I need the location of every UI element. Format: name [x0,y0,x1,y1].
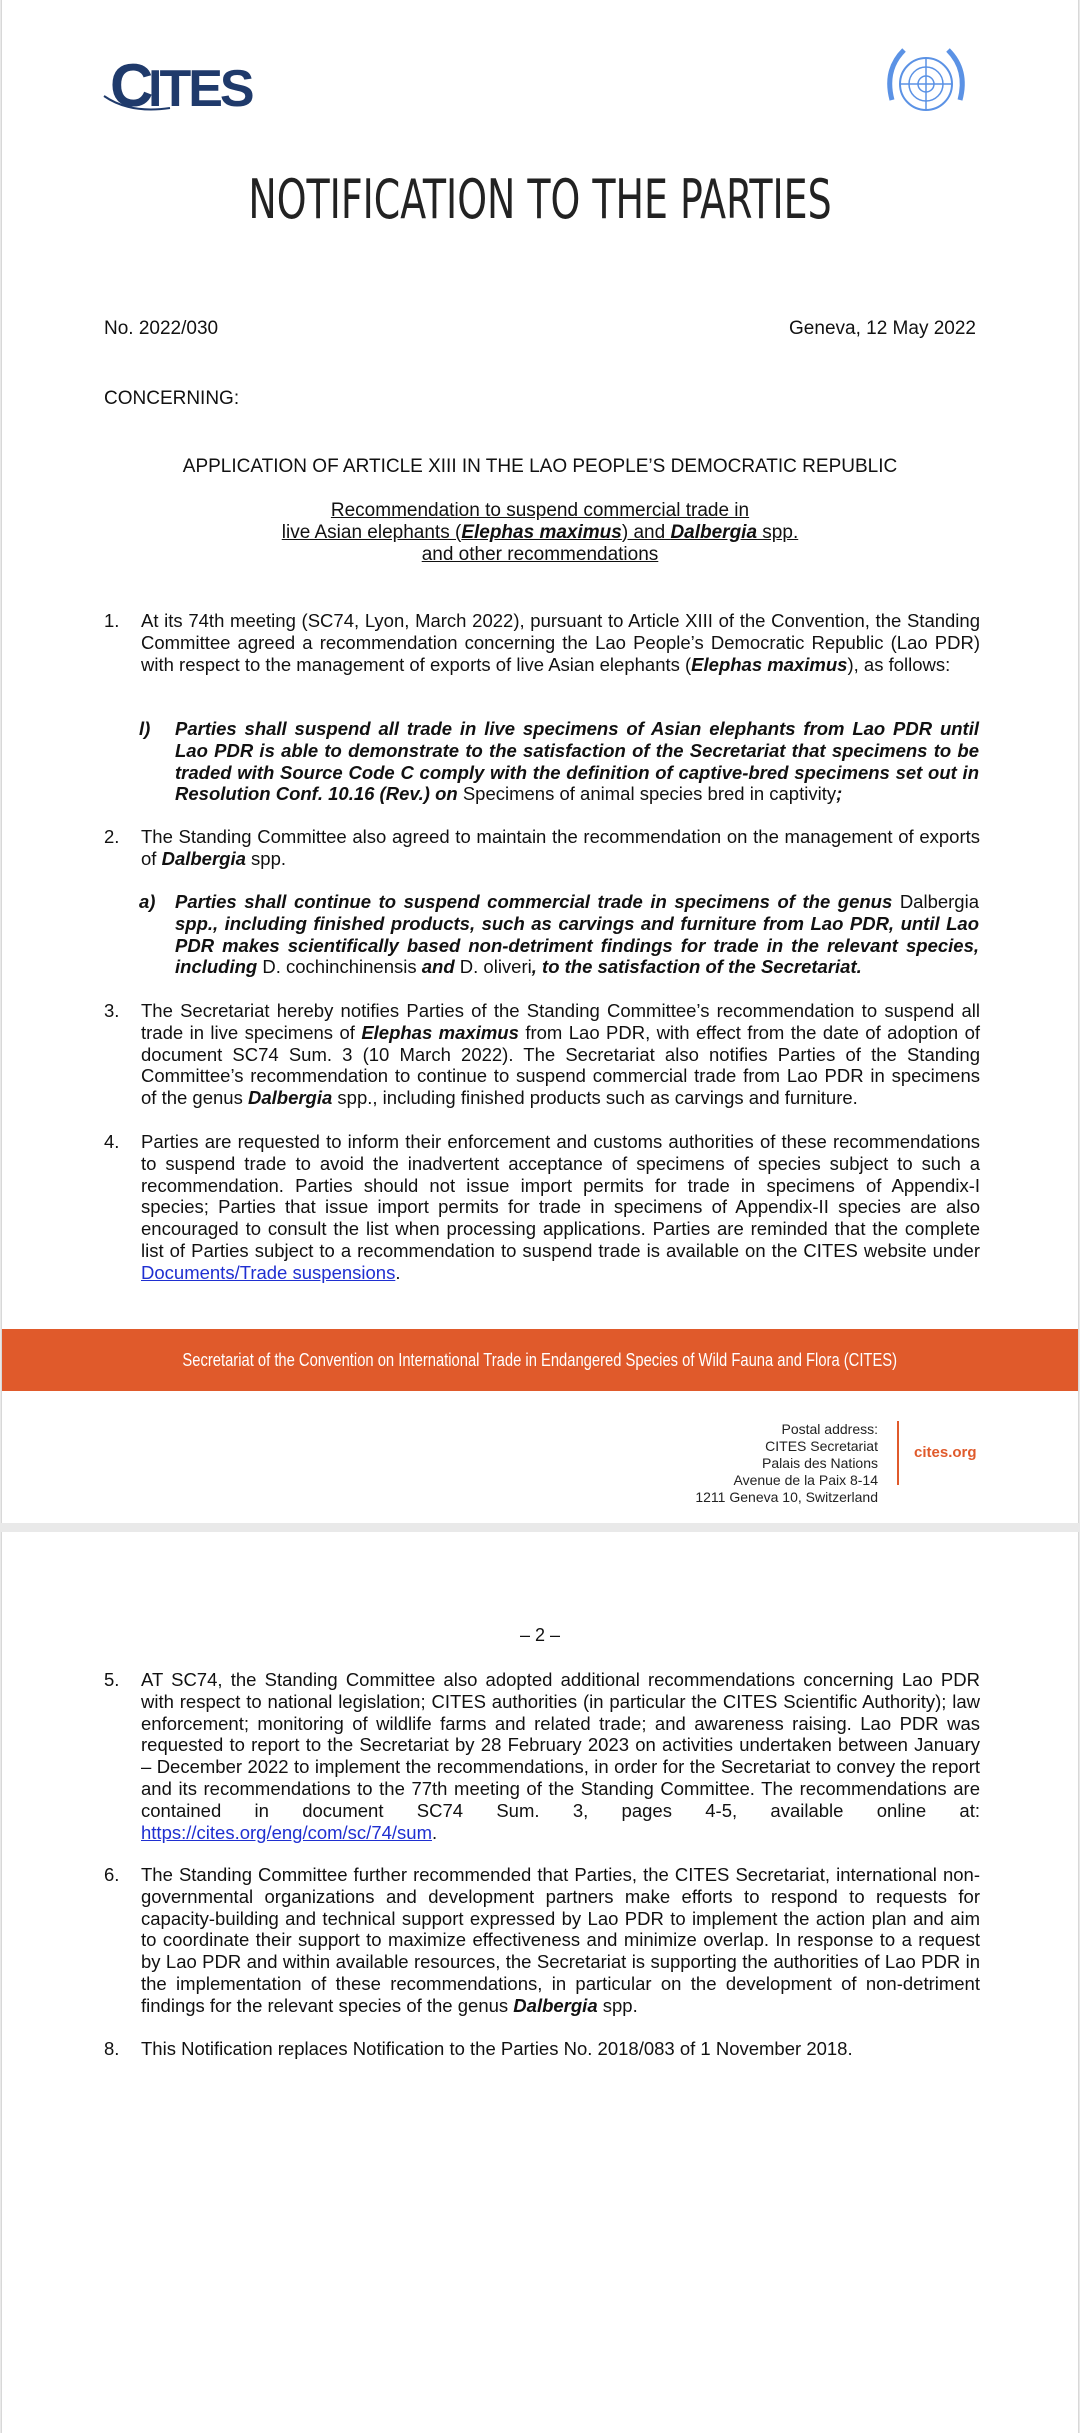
recommendation-title [2,500,1078,566]
paragraph-8: 8. This Notification replaces Notification to the Parties No. 2018/083 of 1 November 2018. [104,2038,853,2059]
un-emblem-logo [878,40,974,130]
rec-title-line-3: and other recommendations [421,544,659,565]
postal-divider [897,1421,899,1485]
page-title: NOTIFICATION TO THE PARTIES [248,168,832,231]
svg-text:C: C [110,52,150,119]
paragraph-2-a: a) Parties shall continue to suspend commercial trade in specimens of the genus Dalbergia spp., including finished products, such as carvings and furniture from Lao PDR, until Lao PDR makes scientifically based non-detriment findings for trade in the relevant species, including D. cochinchinensis and D. oliveri, to the satisfaction of the Secretariat. [139,891,979,978]
page-1 [1,0,1079,1523]
footer-banner: Secretariat of the Convention on International Trade in Endangered Species of Wild Fauna and Flora (CITES) [2,1329,1078,1391]
notification-meta [104,318,976,340]
page-number: – 2 – [519,1625,561,1645]
trade-suspensions-link[interactable]: Documents/Trade suspensions [141,1261,396,1283]
cites-logo [100,48,252,122]
page-2 [1,1532,1079,2433]
paragraph-1-l: l) Parties shall suspend all trade in live specimens of Asian elephants from Lao PDR until Lao PDR is able to demonstrate to the satisfaction of the Secretariat that specimens to be traded with Source Code C comply with the definition of captive-bred specimens set out in Resolution Conf. 10.16 (Rev.) on Specimens of animal species bred in captivity; [139,718,979,805]
concerning-label: CONCERNING: [104,388,240,409]
paragraph-6: 6. The Standing Committee further recommended that Parties, the CITES Secretariat, international non-governmental organizations and development partners make efforts to respond to requests for capacity-building and technical support expressed by Lao PDR to implement the action plan and aim to coordinate their support to maximize effectiveness and minimize overlap. In response to a request by Lao PDR and within available resources, the Secretariat is supporting the authorities of Lao PDR in the implementation of these recommendations, in particular on the development of non-detriment findings for the relevant species of the genus Dalbergia spp. [104,1864,980,2016]
paragraph-3: 3. The Secretariat hereby notifies Parties of the Standing Committee’s recommendation to suspend all trade in live specimens of Elephas maximus from Lao PDR, with effect from the date of adoption of document SC74 Sum. 3 (10 March 2022). The Secretariat also notifies Parties of the Standing Committee’s recommendation to continue to suspend commercial trade from Lao PDR in specimens of the genus Dalbergia spp., including finished products such as carvings and furniture. [104,1000,980,1109]
paragraph-4: 4. Parties are requested to inform their enforcement and customs authorities of these recommendations to suspend trade to avoid the inadvertent acceptance of specimens of species subject to such a recommendation. Parties should not issue import permits for trade in specimens of Appendix-I species; Parties that issue import permits for trade in specimens of Appendix-II species are also encouraged to consult the list when processing applications. Parties are reminded that the complete list of Parties subject to a recommendation to suspend trade is available on the CITES website under Documents/Trade suspensions. [104,1131,980,1283]
notification-date: Geneva, 12 May 2022 [789,318,976,339]
paragraph-5: 5. AT SC74, the Standing Committee also adopted additional recommendations concerning Lao PDR with respect to national legislation; CITES authorities (in particular the CITES Scientific Authority); law enforcement; monitoring of wildlife farms and related trade; and awareness raising. Lao PDR was requested to report to the Secretariat by 28 February 2023 on activities undertaken between January – December 2022 to implement the recommendations, in order for the Secretariat to convey the report and its recommendations to the 77th meeting of the Standing Committee. The recommendations are contained in document SC74 Sum. 3, pages 4-5, available online at: https://cites.org/eng/com/sc/74/sum. [104,1669,980,1843]
rec-title-line-1: Recommendation to suspend commercial trade in [330,500,750,521]
postal-address: Postal address: CITES Secretariat Palais des Nations Avenue de la Paix 8-14 1211 Geneva 10, Switzerland [695,1421,878,1505]
svg-text:ITES: ITES [148,60,252,118]
sc74-sum-link[interactable]: https://cites.org/eng/com/sc/74/sum [141,1821,432,1843]
paragraph-1: 1. At its 74th meeting (SC74, Lyon, March 2022), pursuant to Article XIII of the Convention, the Standing Committee agreed a recommendation concerning the Lao People’s Democratic Republic (Lao PDR) with respect to the management of exports of live Asian elephants (Elephas maximus), as follows: [104,610,980,675]
rec-title-line-2: live Asian elephants (Elephas maximus) and Dalbergia spp. [281,522,799,543]
subject-heading: APPLICATION OF ARTICLE XIII IN THE LAO PEOPLE’S DEMOCRATIC REPUBLIC [182,456,898,477]
paragraph-2: 2. The Standing Committee also agreed to maintain the recommendation on the management of exports of Dalbergia spp. [104,826,980,869]
cites-org-link[interactable]: cites.org [914,1444,977,1461]
notification-number: No. 2022/030 [104,318,219,339]
